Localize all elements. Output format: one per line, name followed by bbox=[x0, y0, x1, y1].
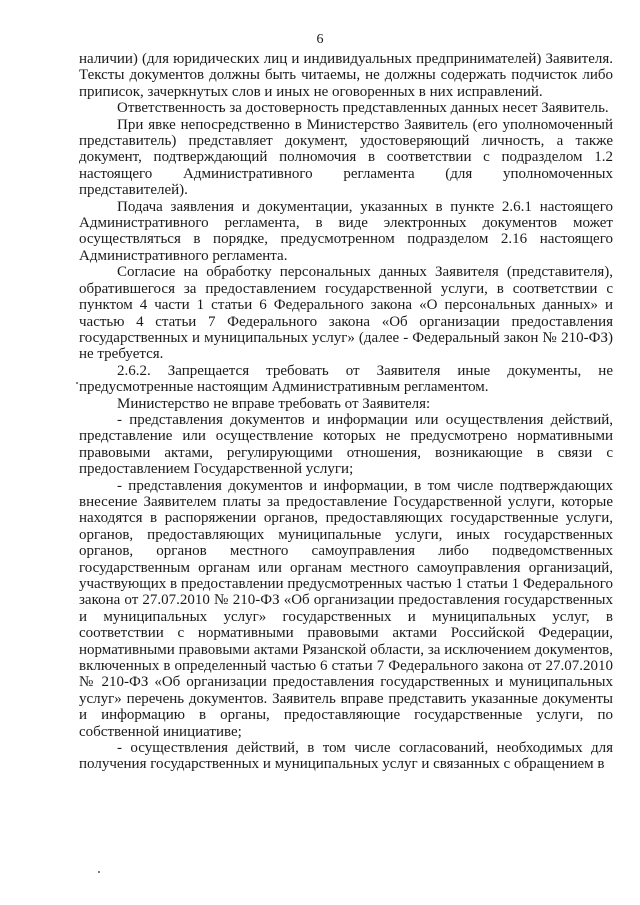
list-item-documents-not-required: - представления документов и информации или осуществления действий, представление или осуществление которых не предусмотрено нормативными правовыми актами, регулирующими отношения, возникающие в связи с предоставлением Государственной услуги; bbox=[79, 411, 613, 478]
list-item-actions-approvals: - осуществления действий, в том числе согласований, необходимых для получения государственных и муниципальных услуг и связанных с обращением в bbox=[79, 740, 613, 773]
paragraph-continuation: наличии) (для юридических лиц и индивидуальных предпринимателей) Заявителя. Тексты документов должны быть читаемы, не должны содержать подчисток либо приписок, зачеркнутых слов и иных не оговоренных в них исправлений. bbox=[79, 51, 613, 100]
paragraph-in-person-visit: При явке непосредственно в Министерство Заявитель (его уполномоченный представитель) представляет документ, удостоверяющий личность, а также документ, подтверждающий полномочия в соответствии с подразделом 1.2 настоящего Административного регламента (для уполномоченных представителей). bbox=[79, 116, 613, 199]
paragraph-ministry-restrictions: Министерство не вправе требовать от Заявителя: bbox=[117, 395, 431, 412]
paragraph-personal-data-consent: Согласие на обработку персональных данных Заявителя (представителя), обратившегося за предоставлением государственной услуги, в соответствии с пунктом 4 части 1 статьи 6 Федерального закона «О персональных данных» и частью 4 статьи 7 Федерального закона «Об организации предоставления государственных и муниципальных услуг» (далее - Федеральный закон № 210-ФЗ) не требуется. bbox=[79, 264, 613, 363]
paragraph-responsibility: Ответственность за достоверность представленных данных несет Заявитель. bbox=[117, 100, 609, 117]
paragraph-electronic-submission: Подача заявления и документации, указанных в пункте 2.6.1 настоящего Административного регламента, в виде электронных документов может осуществляться в порядке, предусмотренном подразделом 2.16 настоящего Административного регламента. bbox=[79, 198, 613, 264]
list-item-documents-held-by-agencies: - представления документов и информации, в том числе подтверждающих внесение Заявителем платы за предоставление Государственной услуги, которые находятся в распоряжении органов, предоставляющих государственные услуги, органов, предоставляющих муниципальные услуги, иных государственных органов, органов местного самоуправления либо подведомственных государственным органам или органам местного самоуправления организаций, участвующих в предоставлении предусмотренных частью 1 статьи 1 Федерального закона от 27.07.2010 № 210-ФЗ «Об организации предоставления государственных и муниципальных услуг» государственных и муниципальных услуг, в соответствии с нормативными правовыми актами Российской Федерации, нормативными правовыми актами Рязанской области, за исключением документов, включенных в определенный частью 6 статьи 7 Федерального закона от 27.07.2010 № 210-ФЗ «Об организации предоставления государственных и муниципальных услуг» перечень документов. Заявитель вправе представить указанные документы и информацию в органы, предоставляющие государственные услуги, по собственной инициативе; bbox=[79, 477, 613, 740]
document-body bbox=[79, 51, 613, 773]
page-number: 6 bbox=[316, 32, 324, 47]
scan-speck bbox=[98, 871, 100, 873]
scan-speck bbox=[76, 382, 78, 384]
paragraph-2-6-2: 2.6.2. Запрещается требовать от Заявителя иные документы, не предусмотренные настоящим Административным регламентом. bbox=[79, 362, 613, 396]
